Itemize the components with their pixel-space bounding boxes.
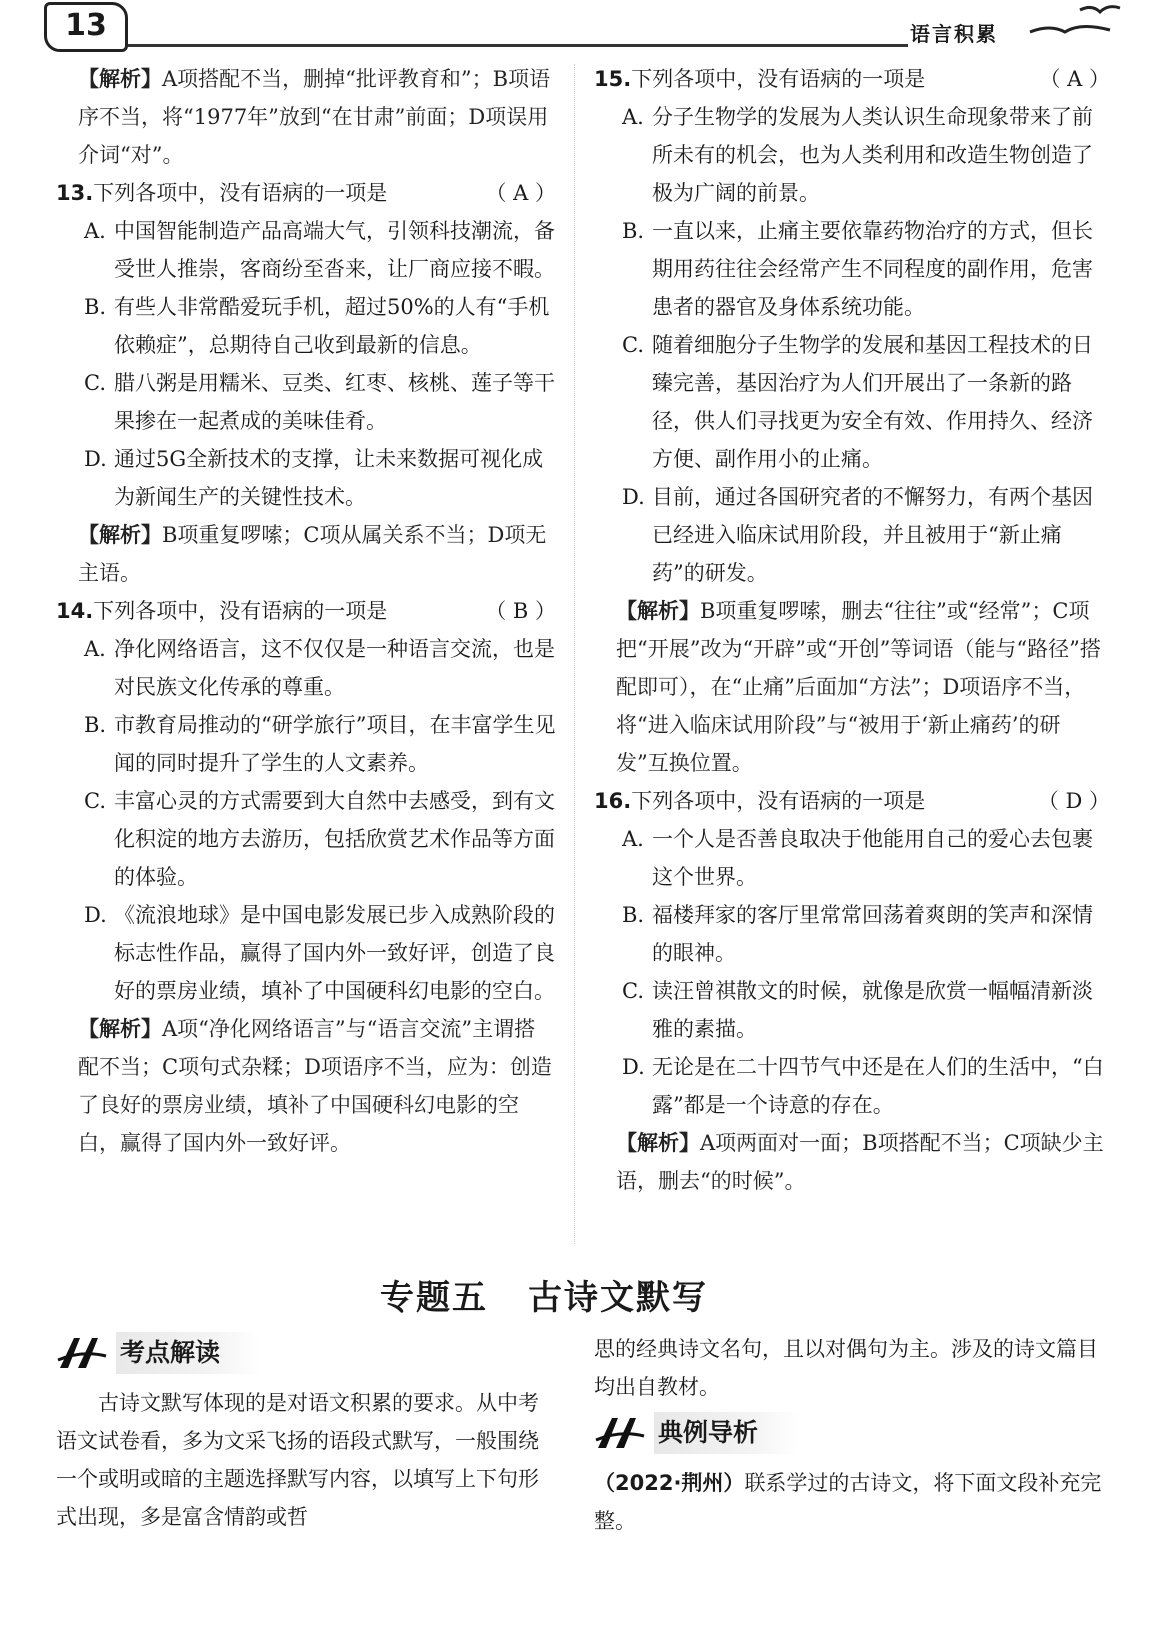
option: A. 一个人是否善良取决于他能用自己的爱心去包裹这个世界。: [622, 827, 1093, 889]
page-header: [0, 0, 1160, 58]
header-rule: [128, 44, 908, 47]
option: A. 净化网络语言，这不仅仅是一种语言交流，也是对民族文化传承的尊重。: [84, 637, 555, 699]
option: C. 腊八粥是用糯米、豆类、红枣、核桃、莲子等干果掺在一起煮成的美味佳肴。: [84, 371, 555, 433]
section-label: 语言积累: [910, 22, 998, 46]
topic-part: 专题五: [380, 1278, 488, 1318]
answer-13: （ A ）: [485, 181, 556, 205]
option: C. 丰富心灵的方式需要到大自然中去感受，到有文化积淀的地方去游历，包括欣赏艺术作品等方面的体验。: [84, 789, 555, 889]
key-points-text: 古诗文默写体现的是对语文积累的要求。从中考语文试卷看，多为文采飞扬的语段式默写，一般围绕一个或明或暗的主题选择默写内容，以填写上下句形式出现，多是富含情韵或哲: [56, 1391, 539, 1529]
option: D. 无论是在二十四节气中还是在人们的生活中，“白露”都是一个诗意的存在。: [622, 1055, 1104, 1117]
right-column: [594, 60, 1110, 1200]
question-15: 15. 下列各项中，没有语病的一项是 （ A ）: [594, 60, 1110, 98]
section-mark-icon: [56, 1334, 108, 1372]
analysis-13: 【解析】B项重复啰嗦；C项从属关系不当；D项无主语。: [78, 523, 547, 585]
option: A. 分子生物学的发展为人类认识生命现象带来了前所未有的机会，也为人类利用和改造生物创造了极为广阔的前景。: [622, 105, 1093, 205]
question-13: 13. 下列各项中，没有语病的一项是 （ A ）: [56, 174, 556, 212]
left-column: [56, 60, 556, 1162]
analysis-15: 【解析】B项重复啰嗦，删去“往往”或“经常”；C项把“开展”改为“开辟”或“开创”等词语（能与“路径”搭配即可），在“止痛”后面加“方法”；D项语序不当，将“进入临床试用阶段”与“被用于‘新止痛药’的研发”互换位置。: [616, 599, 1101, 775]
option: D. 《流浪地球》是中国电影发展已步入成熟阶段的标志性作品，赢得了国内外一致好评，创造了良好的票房业绩，填补了中国硬科幻电影的空白。: [84, 903, 555, 1003]
question-14: 14. 下列各项中，没有语病的一项是 （ B ）: [56, 592, 556, 630]
question-16: 16. 下列各项中，没有语病的一项是 （ D ）: [594, 782, 1110, 820]
example-badge: 典例导析: [594, 1410, 1110, 1456]
example-section: [594, 1330, 1110, 1540]
topic-name: 古诗文默写: [528, 1278, 708, 1318]
key-points-section: [56, 1330, 556, 1536]
option: C. 读汪曾祺散文的时候，就像是欣赏一幅幅清新淡雅的素描。: [622, 979, 1093, 1041]
answer-14: （ B ）: [485, 599, 556, 623]
example-prompt: （2022·荆州）联系学过的古诗文，将下面文段补充完整。: [594, 1471, 1102, 1533]
analysis-16: 【解析】A项两面对一面；B项搭配不当；C项缺少主语，删去“的时候”。: [616, 1131, 1104, 1193]
answer-16: （ D ）: [1037, 789, 1110, 813]
option: B. 有些人非常酷爱玩手机，超过50%的人有“手机依赖症”，总期待自己收到最新的信息。: [84, 295, 550, 357]
birds-icon: [1020, 2, 1130, 46]
column-divider: [574, 64, 575, 1244]
topic-title: [380, 1270, 748, 1319]
option: B. 市教育局推动的“研学旅行”项目，在丰富学生见闻的同时提升了学生的人文素养。: [84, 713, 556, 775]
key-points-text-continued: 思的经典诗文名句，且以对偶句为主。涉及的诗文篇目均出自教材。: [594, 1337, 1098, 1399]
analysis-12: 【解析】A项搭配不当，删掉“批评教育和”；B项语序不当，将“1977年”放到“在甘肃”前面；D项误用介词“对”。: [78, 67, 551, 167]
option: C. 随着细胞分子生物学的发展和基因工程技术的日臻完善，基因治疗为人们开展出了一条新的路径，供人们寻找更为安全有效、作用持久、经济方便、副作用小的止痛。: [622, 333, 1093, 471]
section-mark-icon: [594, 1414, 646, 1452]
key-points-badge: 考点解读: [56, 1330, 556, 1376]
option: A. 中国智能制造产品高端大气，引领科技潮流，备受世人推崇，客商纷至沓来，让厂商应接不暇。: [84, 219, 555, 281]
option: D. 目前，通过各国研究者的不懈努力，有两个基因已经进入临床试用阶段，并且被用于“新止痛药”的研发。: [622, 485, 1093, 585]
option: B. 福楼拜家的客厅里常常回荡着爽朗的笑声和深情的眼神。: [622, 903, 1093, 965]
page-number: 13: [44, 2, 128, 52]
analysis-14: 【解析】A项“净化网络语言”与“语言交流”主谓搭配不当；C项句式杂糅；D项语序不当，应为：创造了良好的票房业绩，填补了中国硬科幻电影的空白，赢得了国内外一致好评。: [78, 1017, 552, 1155]
answer-15: （ A ）: [1039, 67, 1110, 91]
option: D. 通过5G全新技术的支撑，让未来数据可视化成为新闻生产的关键性技术。: [84, 447, 544, 509]
option: B. 一直以来，止痛主要依靠药物治疗的方式，但长期用药往往会经常产生不同程度的副作用，危害患者的器官及身体系统功能。: [622, 219, 1093, 319]
